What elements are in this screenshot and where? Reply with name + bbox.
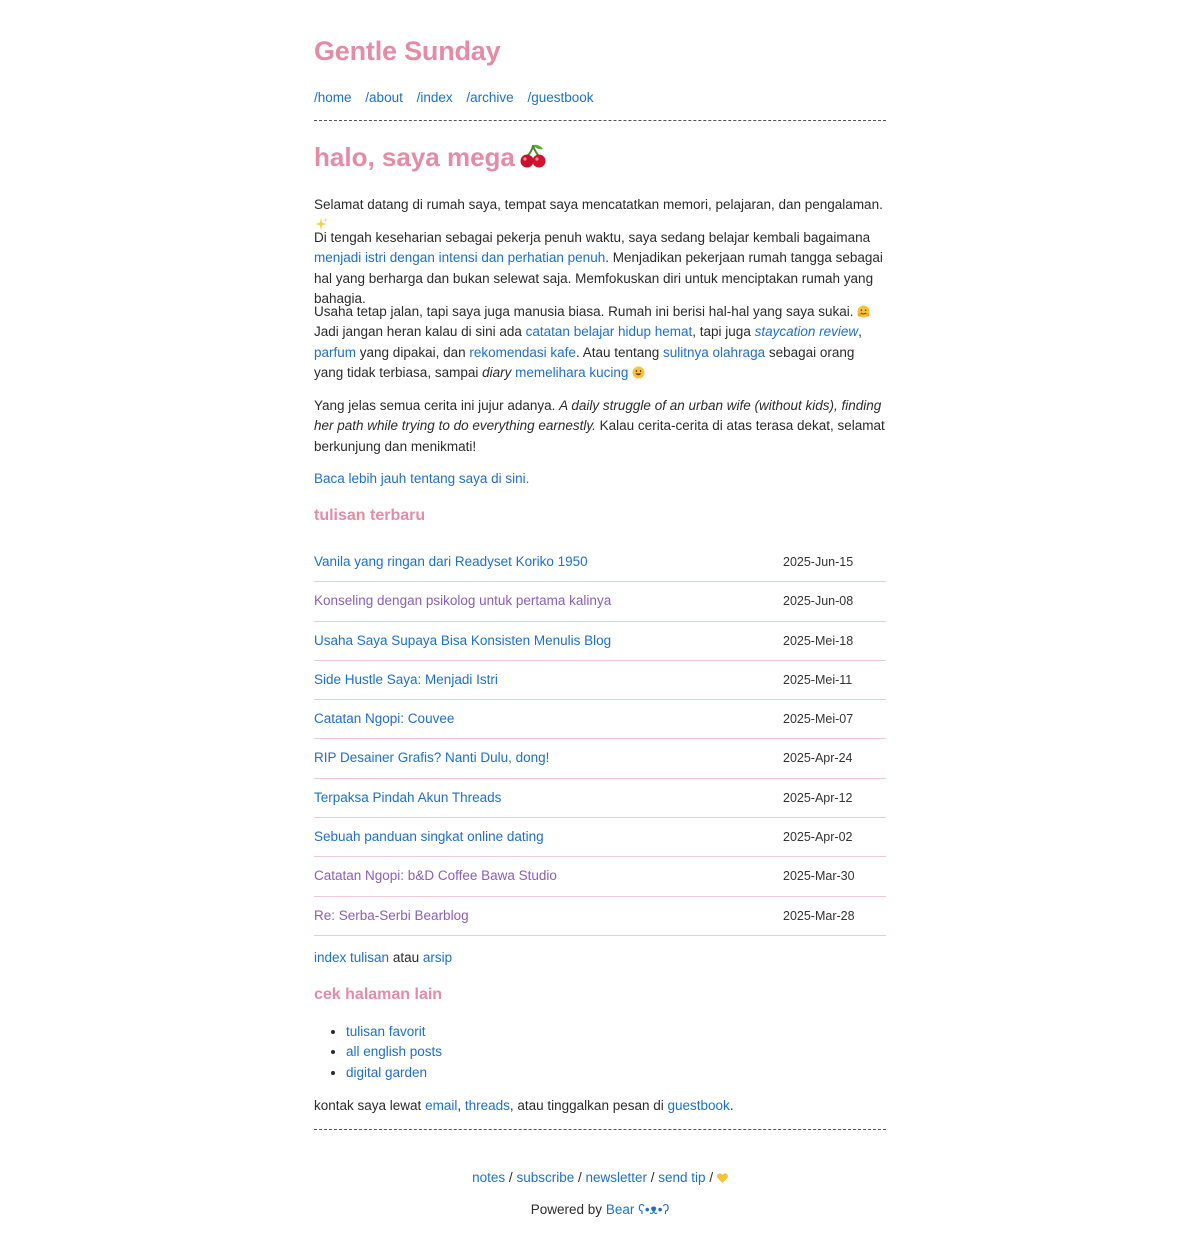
- post-row: [314, 897, 886, 936]
- post-row: [314, 857, 886, 896]
- post-row: [314, 661, 886, 700]
- link-memelihara-kucing[interactable]: memelihara kucing: [515, 364, 629, 380]
- link-guestbook[interactable]: guestbook: [667, 1098, 730, 1113]
- post-date: 2025-Apr-12: [783, 790, 853, 805]
- link-email[interactable]: email: [425, 1098, 458, 1113]
- link-istri-intensi[interactable]: menjadi istri dengan intensi dan perhatian penuh: [314, 250, 606, 266]
- post-date: 2025-Mei-11: [783, 672, 853, 687]
- post-title-link[interactable]: Terpaksa Pindah Akun Threads: [314, 789, 502, 805]
- link-staycation-review[interactable]: staycation review: [754, 324, 859, 340]
- recent-posts-heading: tulisan terbaru: [314, 507, 426, 524]
- footer-divider: [314, 1129, 886, 1130]
- nav-about[interactable]: /about: [365, 90, 403, 105]
- post-row: [314, 779, 886, 818]
- contact-line: kontak saya lewat email, threads, atau tinggalkan pesan di guestbook.: [314, 1098, 734, 1113]
- footer-link-notes[interactable]: notes: [472, 1170, 506, 1185]
- post-title-link[interactable]: Vanila yang ringan dari Readyset Koriko 1950: [314, 554, 588, 569]
- post-date: 2025-Apr-24: [783, 751, 853, 766]
- post-title-link[interactable]: Konseling dengan psikolog untuk pertama kalinya: [314, 593, 612, 609]
- list-item: [346, 1042, 442, 1062]
- footer-links: notes / subscribe / newsletter / send tip /: [0, 1170, 1200, 1185]
- post-title-link[interactable]: Catatan Ngopi: Couvee: [314, 711, 455, 727]
- link-all-english-posts[interactable]: all english posts: [346, 1044, 443, 1060]
- recent-posts-list: [314, 543, 886, 936]
- link-digital-garden[interactable]: digital garden: [346, 1064, 428, 1080]
- post-row: [314, 543, 886, 582]
- post-row: [314, 582, 886, 621]
- link-arsip[interactable]: arsip: [422, 950, 453, 965]
- header-divider: [314, 120, 886, 121]
- post-title-link[interactable]: Side Hustle Saya: Menjadi Istri: [314, 671, 498, 687]
- main-nav: [314, 90, 604, 105]
- page-title: halo, saya mega: [314, 142, 547, 173]
- post-row: [314, 700, 886, 739]
- footer-link-newsletter[interactable]: newsletter: [585, 1170, 648, 1185]
- post-row: [314, 818, 886, 857]
- link-tulisan-favorit[interactable]: tulisan favorit: [346, 1024, 426, 1039]
- link-baca-lebih-jauh[interactable]: Baca lebih jauh tentang saya di sini.: [314, 471, 530, 486]
- nav-home[interactable]: /home: [314, 90, 352, 105]
- link-hidup-hemat[interactable]: catatan belajar hidup hemat: [525, 324, 693, 340]
- post-title-link[interactable]: Sebuah panduan singkat online dating: [314, 829, 544, 845]
- powered-by: Powered by Bear ʕ•ᴥ•ʔ: [530, 1202, 670, 1217]
- hugging-face-icon: [857, 305, 870, 318]
- post-row: [314, 739, 886, 778]
- list-item: [346, 1063, 442, 1083]
- site-title[interactable]: Gentle Sunday: [314, 36, 501, 66]
- other-pages-list: [314, 1022, 442, 1083]
- grinning-face-icon: [632, 366, 645, 379]
- post-title-link[interactable]: Usaha Saya Supaya Bisa Konsisten Menulis Blog: [314, 632, 612, 648]
- list-item: [346, 1022, 442, 1042]
- post-row: [314, 622, 886, 661]
- post-date: 2025-Mei-07: [783, 712, 854, 727]
- other-pages-heading: cek halaman lain: [314, 986, 443, 1003]
- index-archive-line: index tulisan atau arsip: [314, 950, 453, 965]
- cherry-icon: [519, 143, 547, 169]
- post-date: 2025-Jun-15: [783, 555, 854, 569]
- link-rekomendasi-kafe[interactable]: rekomendasi kafe: [469, 344, 576, 360]
- link-threads[interactable]: threads: [464, 1098, 510, 1113]
- footer-link-send-tip[interactable]: send tip: [658, 1170, 706, 1185]
- intro-paragraph-2: Di tengah keseharian sebagai pekerja penuh waktu, saya sedang belajar kembali bagaimana menjadi istri dengan intensi dan perhatian penuh. Menjadikan pekerjaan rumah tangga sebagai hal yang berharga dan bukan selewat saja. Memfokuskan diri untuk menciptakan rumah yang bahagia.: [314, 230, 883, 306]
- link-index-tulisan[interactable]: index tulisan: [314, 950, 390, 965]
- post-date: 2025-Mei-18: [783, 633, 854, 648]
- post-date: 2025-Apr-02: [783, 830, 853, 845]
- post-date: 2025-Mar-28: [783, 908, 855, 923]
- nav-guestbook[interactable]: /guestbook: [527, 90, 594, 105]
- post-title-link[interactable]: Catatan Ngopi: b&D Coffee Bawa Studio: [314, 868, 557, 884]
- link-parfum[interactable]: parfum: [314, 344, 357, 360]
- post-date: 2025-Mar-30: [783, 869, 855, 884]
- footer-link-subscribe[interactable]: subscribe: [516, 1170, 575, 1185]
- post-title-link[interactable]: RIP Desainer Grafis? Nanti Dulu, dong!: [314, 750, 550, 766]
- nav-index[interactable]: /index: [416, 90, 453, 105]
- post-date: 2025-Jun-08: [783, 594, 854, 609]
- intro-paragraph-3: Usaha tetap jalan, tapi saya juga manusia biasa. Rumah ini berisi hal-hal yang saya sukai. Jadi jangan heran kalau di sini ada catatan belajar hidup hemat, tapi juga staycation review, parfum yang dipakai, dan rekomendasi kafe. Atau tentang sulitnya olahraga sebagai orang yang tidak terbiasa, sampai diary memelihara kucing: [314, 302, 886, 383]
- intro-paragraph-1: Selamat datang di rumah saya, tempat saya mencatatkan memori, pelajaran, dan pengalaman.: [314, 195, 886, 236]
- post-title-link[interactable]: Re: Serba-Serbi Bearblog: [314, 907, 469, 923]
- about-more-paragraph: [314, 469, 886, 489]
- nav-archive[interactable]: /archive: [466, 90, 514, 105]
- link-bear[interactable]: Bear ʕ•ᴥ•ʔ: [605, 1202, 670, 1217]
- intro-paragraph-4: Yang jelas semua cerita ini jujur adanya. A daily struggle of an urban wife (without kids), finding her path while trying to do everything earnestly. Kalau cerita-cerita di atas terasa dekat, selamat berkunjung dan menikmati!: [314, 398, 885, 454]
- yellow-heart-icon[interactable]: [717, 1173, 728, 1183]
- link-sulitnya-olahraga[interactable]: sulitnya olahraga: [663, 344, 766, 360]
